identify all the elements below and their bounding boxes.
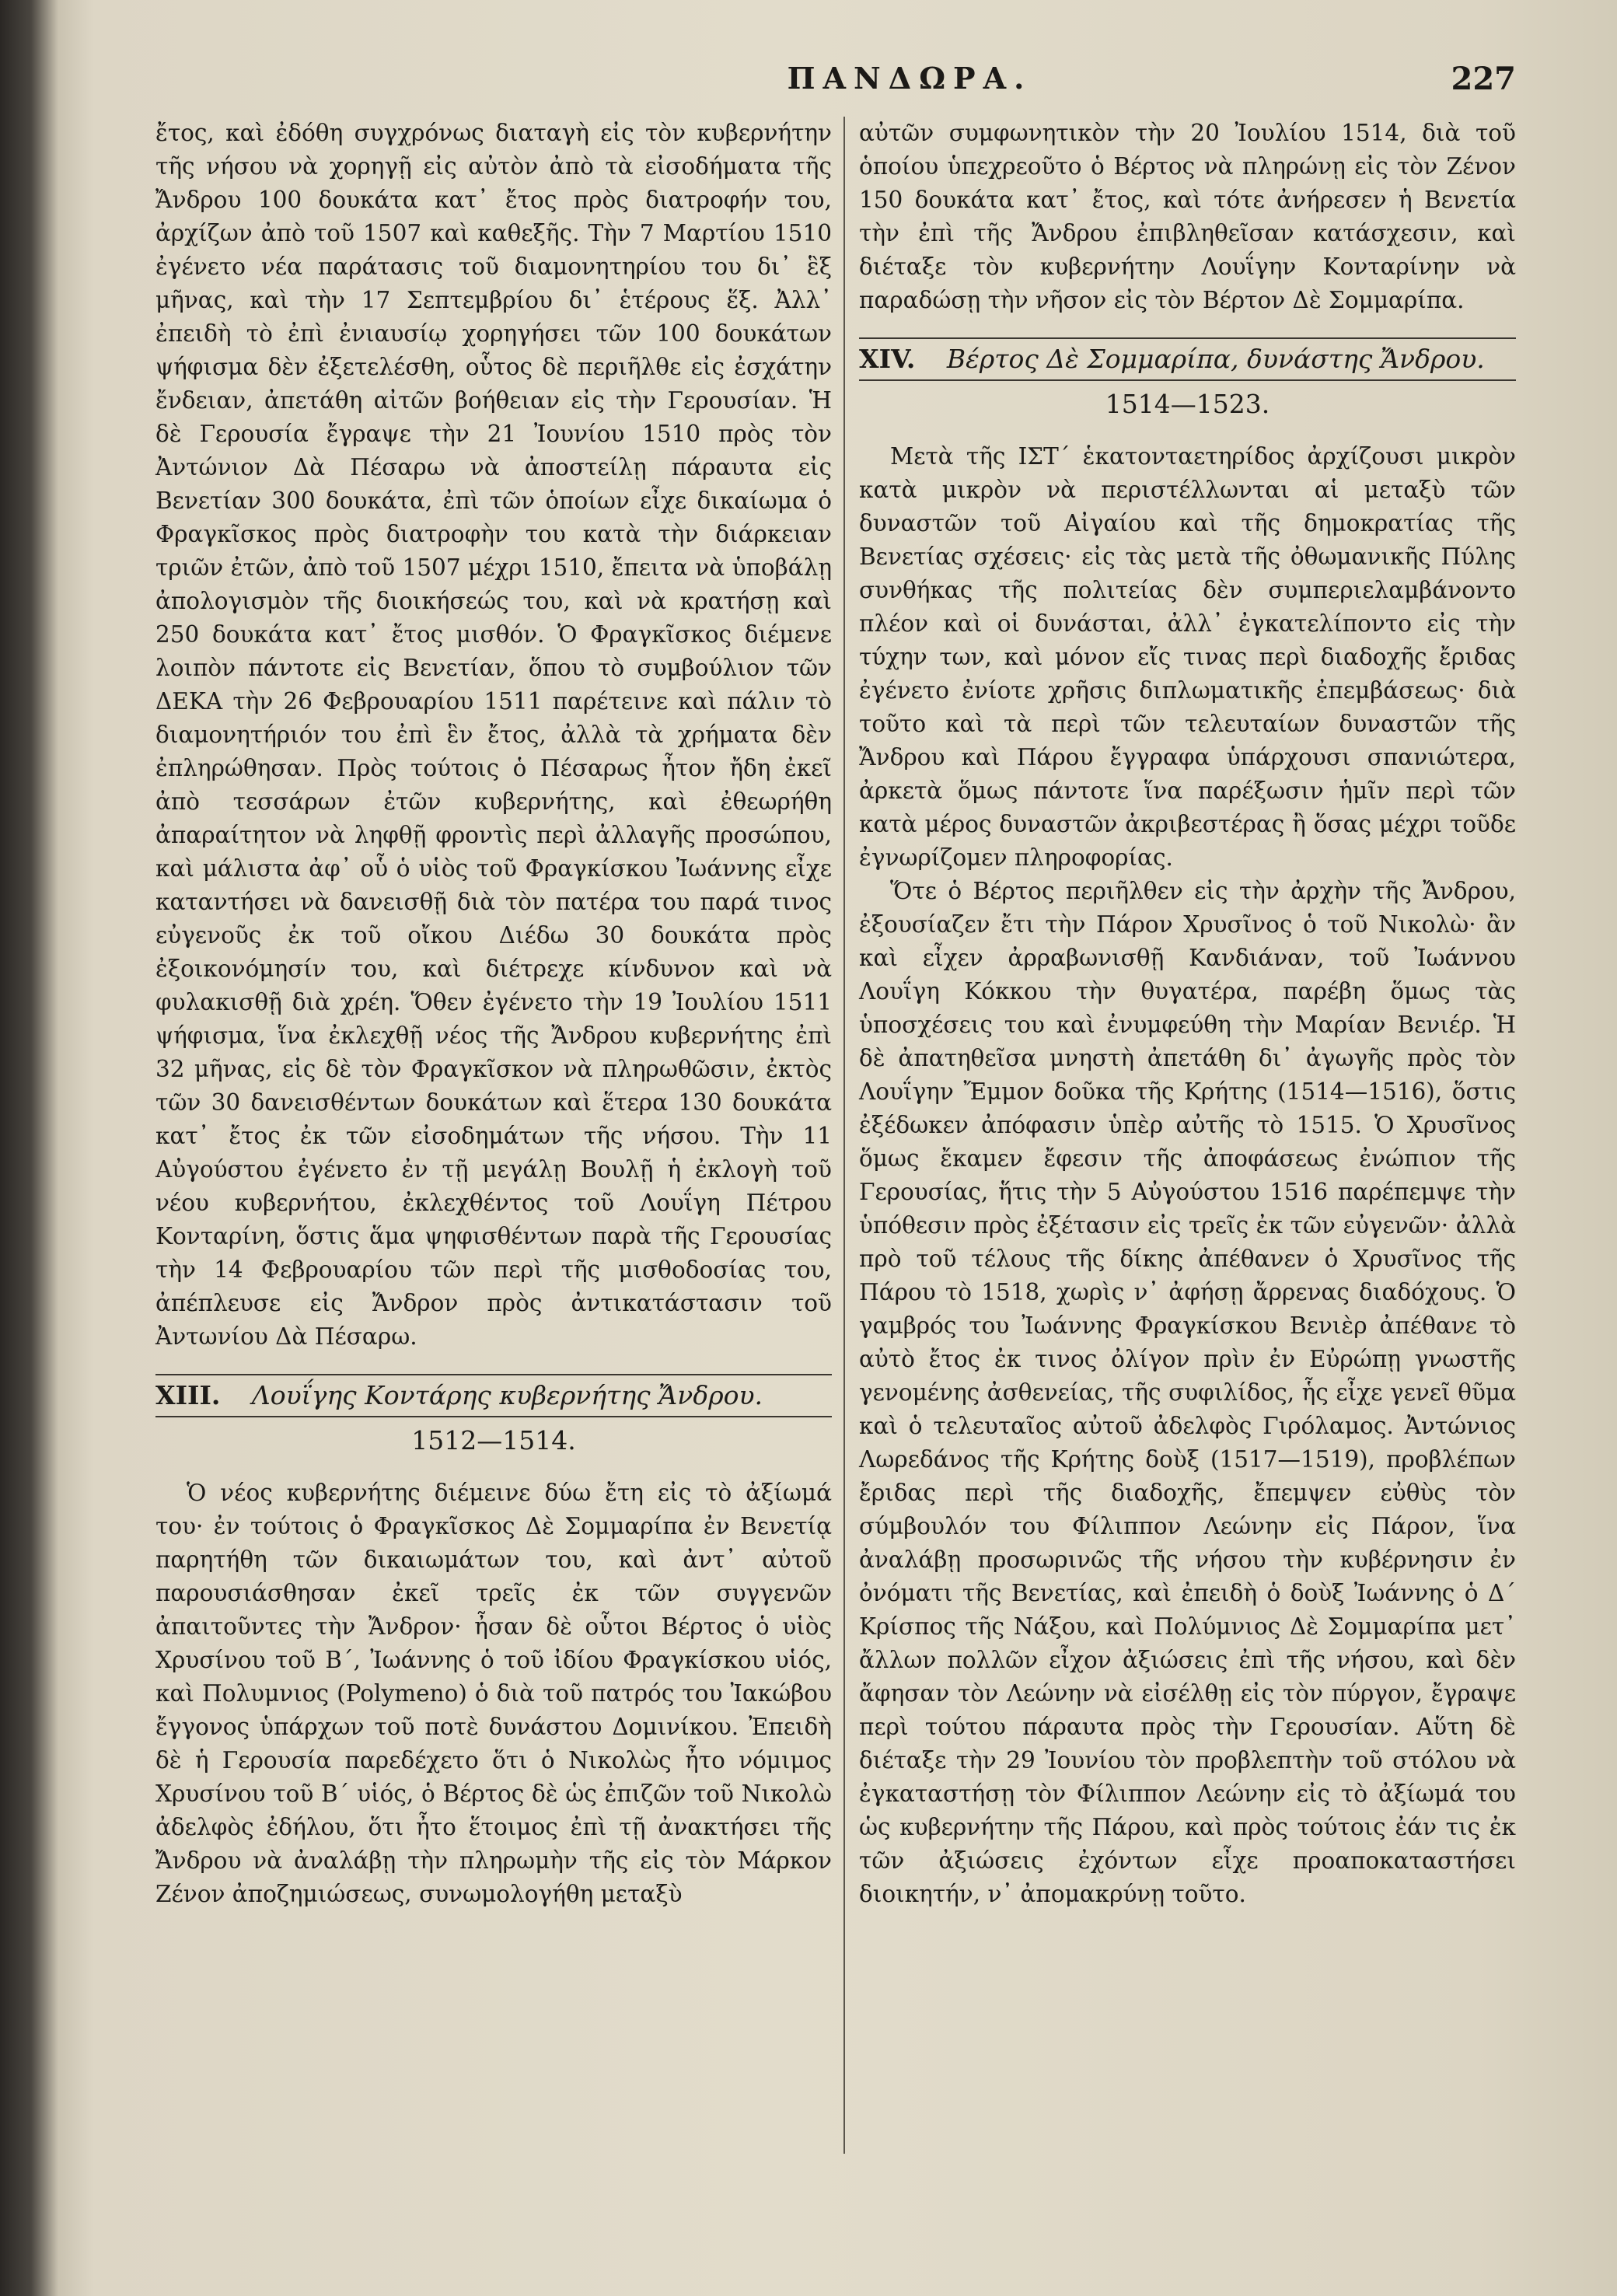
section-13-number: XIII. <box>155 1380 221 1410</box>
right-paragraph-2: Μετὰ τῆς ΙΣΤ΄ ἑκατονταετηρίδος ἀρχίζουσι μικρὸν κατὰ μικρὸν νὰ περιστέλλωνται αἱ μεταξὺ τῶν δυναστῶν τοῦ Αἰγαίου καὶ τῆς δημοκρατίας τῆς Βενετίας σχέσεις· εἰς τὰς μετὰ τῆς ὀθωμανικῆς Πύλης συνθήκας τῆς πολιτείας δὲν συμπεριελαμβάνοντο πλέον καὶ οἱ δυνάσται, ἀλλ᾽ ἐγκατελίποντο εἰς τὴν τύχην των, καὶ μόνον εἴς τινας περὶ διαδοχῆς ἔριδας ἐγένετο ἐνίοτε χρῆσις διπλωματικῆς ἐπεμβάσεως· διὰ τοῦτο καὶ τὰ περὶ τῶν τελευταίων δυναστῶν τῆς Ἄνδρου καὶ Πάρου ἔγγραφα ὑπάρχουσι σπανιώτερα, ἀρκετὰ ὅμως πάντοτε ἵνα παρέξωσιν ἡμῖν περὶ τῶν κατὰ μέρος δυναστῶν ἀκριβεστέρας ἢ ὅσας μέχρι τοῦδε ἐγνωρίζομεν πληροφορίας. <box>859 443 1516 871</box>
running-title: ΠΑΝΔΩΡΑ. <box>787 61 1032 96</box>
section-13-years: 1512—1514. <box>411 1425 576 1456</box>
section-14-title: Βέρτος Δὲ Σομμαρίπα, δυνάστης Ἄνδρου. <box>946 344 1485 374</box>
column-divider <box>843 117 845 2154</box>
right-paragraph-1: αὐτῶν συμφωνητικὸν τὴν 20 Ἰουλίου 1514, διὰ τοῦ ὁποίου ὑπεχρεοῦτο ὁ Βέρτος νὰ πληρώνῃ εἰς τὸν Ζένον 150 δουκάτα κατ᾽ ἔτος, καὶ τότε ἀνήρεσεν ἡ Βενετία τὴν ἐπὶ τῆς Ἄνδρου ἐπιβληθεῖσαν κατάσχεσιν, καὶ διέταξε τὸν κυβερνήτην Λουΐγην Κονταρίνην νὰ παραδώσῃ τὴν νῆσον εἰς τὸν Βέρτον Δὲ Σομμαρίπα. <box>859 120 1516 313</box>
page-header <box>155 61 1516 107</box>
right-column <box>859 117 1516 1911</box>
section-heading-13 <box>155 1374 832 1417</box>
right-paragraph-3: Ὅτε ὁ Βέρτος περιῆλθεν εἰς τὴν ἀρχὴν τῆς Ἄνδρου, ἐξουσίαζεν ἔτι τὴν Πάρον Χρυσῖνος ὁ τοῦ Νικολὼ· ἂν καὶ εἶχεν ἀρραβωνισθῇ Κανδιάναν, τοῦ Ἰωάννου Λουΐγη Κόκκου τὴν θυγατέρα, παρέβη ὅμως τὰς ὑποσχέσεις του καὶ ἐνυμφεύθη τὴν Μαρίαν Βενιέρ. Ἡ δὲ ἀπατηθεῖσα μνηστὴ ἀπετάθη δι᾽ ἀγωγῆς πρὸς τὸν Λουΐγην Ἔμμον δοῦκα τῆς Κρήτης (1514—1516), ὅστις ἐξέδωκεν ἀπόφασιν ὑπὲρ αὐτῆς τὸ 1515. Ὁ Χρυσῖνος ὅμως ἔκαμεν ἔφεσιν τῆς ἀποφάσεως ἐνώπιον τῆς Γερουσίας, ἥτις τὴν 5 Αὐγούστου 1516 παρέπεμψε τὴν ὑπόθεσιν πρὸς ἐξέτασιν εἰς τρεῖς ἐκ τῶν εὐγενῶν· ἀλλὰ πρὸ τοῦ τέλους τῆς δίκης ἀπέθανεν ὁ Χρυσῖνος τῆς Πάρου τὸ 1518, χωρὶς ν᾽ ἀφήσῃ ἄρρενας διαδόχους. Ὁ γαμβρός του Ἰωάννης Φραγκίσκου Βενιὲρ ἀπέθανε τὸ αὐτὸ ἔτος ἐκ τινος ὀλίγον πρὶν ἐν Εὐρώπῃ γνωστῆς γενομένης ἀσθενείας, τῆς συφιλίδος, ἧς εἶχε γενεῖ θῦμα καὶ ὁ τελευταῖος αὐτοῦ ἀδελφὸς Γιρόλαμος. Ἀντώνιος Λωρεδάνος τῆς Κρήτης δοὺξ (1517—1519), προβλέπων ἔριδας περὶ τῆς διαδοχῆς, ἔπεμψεν εὐθὺς τὸν σύμβουλόν του Φίλιππον Λεώνην εἰς Πάρον, ἵνα ἀναλάβῃ προσωρινῶς τῆς νήσου τὴν κυβέρνησιν ἐν ὀνόματι τῆς Βενετίας, καὶ ἐπειδὴ ὁ δοὺξ Ἰωάννης ὁ Δ΄ Κρίσπος τῆς Νάξου, καὶ Πολύμνιος Δὲ Σομμαρίπα μετ᾽ ἄλλων πολλῶν εἶχον ἀξιώσεις ἐπὶ τῆς νήσου, καὶ δὲν ἄφησαν τὸν Λεώνην νὰ εἰσέλθῃ εἰς τὸν πύργον, ἔγραψε περὶ τούτου πάραυτα πρὸς τὴν Γερουσίαν. Αὕτη δὲ διέταξε τὴν 29 Ἰουνίου τὸν προβλεπτὴν τοῦ στόλου νὰ ἐγκαταστήσῃ τὸν Φίλιππον Λεώνην εἰς τὸ ἀξίωμά του ὡς κυβερνήτην τῆς Πάρου, καὶ πρὸς τούτοις ἐάν τις ἐκ τῶν ἀξιώσεις ἐχόντων εἶχε προαποκαταστήσει διοικητήν, ν᾽ ἀπομακρύνῃ τοῦτο. <box>859 878 1516 1907</box>
left-column <box>155 117 832 1911</box>
left-paragraph-1: ἔτος, καὶ ἐδόθη συγχρόνως διαταγὴ εἰς τὸν κυβερνήτην τῆς νήσου νὰ χορηγῇ εἰς αὐτὸν ἀπὸ τὰ εἰσοδήματα τῆς Ἄνδρου 100 δουκάτα κατ᾽ ἔτος πρὸς διατροφήν του, ἀρχίζων ἀπὸ τοῦ 1507 καὶ καθεξῆς. Τὴν 7 Μαρτίου 1510 ἐγένετο νέα παράτασις τοῦ διαμονητηρίου του δι᾽ ἓξ μῆνας, καὶ τὴν 17 Σεπτεμβρίου δι᾽ ἑτέρους ἕξ. Ἀλλ᾽ ἐπειδὴ τὸ ἐπὶ ἐνιαυσίῳ χορηγήσει τῶν 100 δουκάτων ψήφισμα δὲν ἐξετελέσθη, οὗτος δὲ περιῆλθε εἰς ἐσχάτην ἔνδειαν, ἀπετάθη αἰτῶν βοήθειαν εἰς τὴν Γερουσίαν. Ἡ δὲ Γερουσία ἔγραψε τὴν 21 Ἰουνίου 1510 πρὸς τὸν Ἀντώνιον Δὰ Πέσαρω νὰ ἀποστείλῃ πάραυτα εἰς Βενετίαν 300 δουκάτα, ἐπὶ τῶν ὁποίων εἶχε δικαίωμα ὁ Φραγκῖσκος πρὸς διατροφὴν του κατὰ τὴν διάρκειαν τριῶν ἐτῶν, ἀπὸ τοῦ 1507 μέχρι 1510, ἔπειτα νὰ ὑποβάλῃ ἀπολογισμὸν τῆς διοικήσεώς του, καὶ νὰ κρατήσῃ καὶ 250 δουκάτα κατ᾽ ἔτος μισθόν. Ὁ Φραγκῖσκος διέμενε λοιπὸν πάντοτε εἰς Βενετίαν, ὅπου τὸ συμβούλιον τῶν ΔΕΚΑ τὴν 26 Φεβρουαρίου 1511 παρέτεινε καὶ πάλιν τὸ διαμονητήριόν του ἐπὶ ἓν ἔτος, ἀλλὰ τὰ χρήματα δὲν ἐπληρώθησαν. Πρὸς τούτοις ὁ Πέσαρως ἦτον ἤδη ἐκεῖ ἀπὸ τεσσάρων ἐτῶν κυβερνήτης, καὶ ἐθεωρήθη ἀπαραίτητον νὰ ληφθῇ φροντὶς περὶ ἀλλαγῆς προσώπου, καὶ μάλιστα ἀφ᾽ οὗ ὁ υἱὸς τοῦ Φραγκίσκου Ἰωάννης εἶχε καταντήσει νὰ δανεισθῇ διὰ τὸν πατέρα του παρά τινος εὐγενοῦς ἐκ τοῦ οἴκου Διέδω 30 δουκάτα πρὸς ἐξοικονόμησίν του, καὶ διέτρεχε κίνδυνον καὶ νὰ φυλακισθῇ διὰ χρέη. Ὅθεν ἐγένετο τὴν 19 Ἰουλίου 1511 ψήφισμα, ἵνα ἐκλεχθῇ νέος τῆς Ἄνδρου κυβερνήτης ἐπὶ 32 μῆνας, εἰς δὲ τὸν Φραγκῖσκον νὰ πληρωθῶσιν, ἐκτὸς τῶν 30 δανεισθέντων δουκάτων καὶ ἕτερα 130 δουκάτα κατ᾽ ἔτος ἐκ τῶν εἰσοδημάτων τῆς νήσου. Τὴν 11 Αὐγούστου ἐγένετο ἐν τῇ μεγάλῃ Βουλῇ ἡ ἐκλογὴ τοῦ νέου κυβερνήτου, ἐκλεχθέντος τοῦ Λουΐγη Πέτρου Κονταρίνη, ὅστις ἅμα ψηφισθέντων παρὰ τῆς Γερουσίας τὴν 14 Φεβρουαρίου τῶν περὶ τῆς μισθοδοσίας του, ἀπέπλευσε εἰς Ἄνδρον πρὸς ἀντικατάστασιν τοῦ Ἀντωνίου Δὰ Πέσαρω. <box>155 120 832 1350</box>
left-paragraph-2: Ὁ νέος κυβερνήτης διέμεινε δύω ἔτη εἰς τὸ ἀξίωμά του· ἐν τούτοις ὁ Φραγκῖσκος Δὲ Σομμαρίπα ἐν Βενετίᾳ παρητήθη τῶν δικαιωμάτων του, καὶ ἀντ᾽ αὐτοῦ παρουσιάσθησαν ἐκεῖ τρεῖς ἐκ τῶν συγγενῶν ἀπαιτοῦντες τὴν Ἄνδρον· ἦσαν δὲ οὗτοι Βέρτος ὁ υἱὸς Χρυσίνου τοῦ Β΄, Ἰωάννης ὁ τοῦ ἰδίου Φραγκίσκου υἱός, καὶ Πολυμνιος (Polymeno) ὁ διὰ τοῦ πατρός του Ἰακώβου ἔγγονος ὑπάρχων τοῦ ποτὲ δυνάστου Δομινίκου. Ἐπειδὴ δὲ ἡ Γερουσία παρεδέχετο ὅτι ὁ Νικολὼς ἦτο νόμιμος Χρυσίνου τοῦ Β΄ υἱός, ὁ Βέρτος δὲ ὡς ἐπιζῶν τοῦ Νικολὼ ἀδελφὸς ἐδήλου, ὅτι ἦτο ἕτοιμος ἐπὶ τῇ ἀνακτήσει τῆς Ἄνδρου νὰ ἀναλάβῃ τὴν πληρωμὴν τῆς εἰς τὸν Μάρκον Ζένον ἀποζημιώσεως, συνωμολογήθη μεταξὺ <box>155 1480 832 1907</box>
page-number: 227 <box>1451 61 1516 97</box>
section-14-number: XIV. <box>859 344 916 374</box>
section-14-years: 1514—1523. <box>1105 389 1270 419</box>
section-heading-14 <box>859 337 1516 381</box>
section-13-title: Λουΐγης Κοντάρης κυβερνήτης Ἄνδρου. <box>251 1380 763 1410</box>
